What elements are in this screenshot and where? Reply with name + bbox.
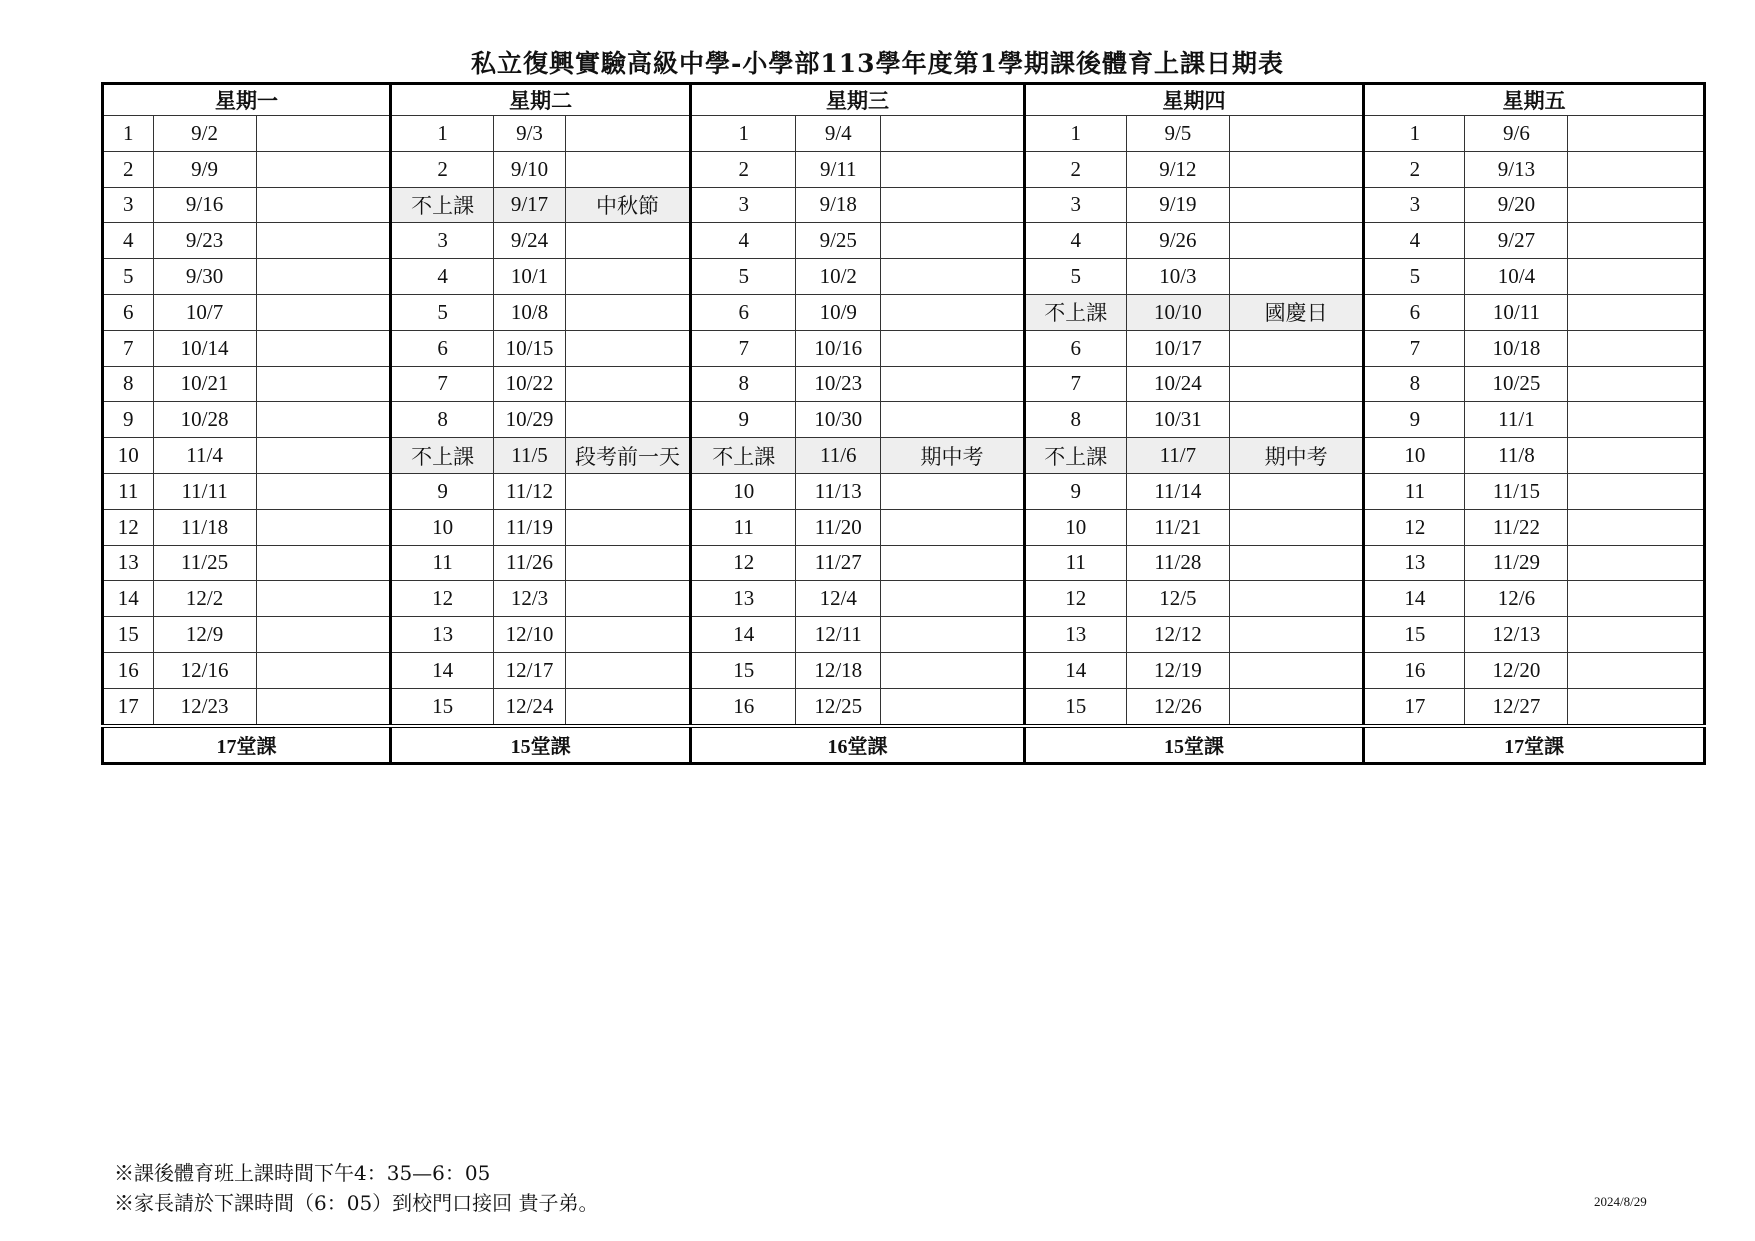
cell-number: 14 — [1364, 581, 1465, 617]
cell-remark — [881, 581, 1025, 617]
cell-number: 12 — [103, 509, 154, 545]
cell-date: 12/24 — [494, 688, 566, 725]
cell-date: 9/19 — [1126, 187, 1229, 223]
cell-date: 10/24 — [1126, 366, 1229, 402]
cell-number: 5 — [103, 259, 154, 295]
cell-remark — [1229, 330, 1363, 366]
cell-date: 9/10 — [494, 151, 566, 187]
cell-number: 13 — [391, 617, 494, 653]
cell-date: 10/21 — [153, 366, 256, 402]
cell-remark — [565, 617, 690, 653]
cell-date: 9/30 — [153, 259, 256, 295]
cell-number: 3 — [1024, 187, 1126, 223]
cell-number: 3 — [391, 223, 494, 259]
schedule-row — [103, 223, 1705, 259]
schedule-row — [103, 509, 1705, 545]
cell-remark — [565, 116, 690, 152]
cell-remark — [881, 187, 1025, 223]
schedule-row — [103, 259, 1705, 295]
cell-number: 15 — [391, 688, 494, 725]
cell-remark — [1229, 151, 1363, 187]
cell-remark — [1568, 294, 1705, 330]
note-pickup: ※家長請於下課時間（6：05）到校門口接回 貴子弟。 — [114, 1191, 599, 1215]
cell-date: 10/28 — [153, 402, 256, 438]
cell-remark — [565, 366, 690, 402]
cell-remark — [256, 294, 390, 330]
cell-date: 11/4 — [153, 438, 256, 474]
cell-number: 10 — [103, 438, 154, 474]
day-header-wed: 星期三 — [691, 84, 1025, 116]
cell-remark — [256, 617, 390, 653]
cell-remark — [565, 688, 690, 725]
cell-number: 1 — [691, 116, 796, 152]
cell-date: 10/11 — [1465, 294, 1568, 330]
cell-date: 9/27 — [1465, 223, 1568, 259]
day-header-mon: 星期一 — [103, 84, 391, 116]
cell-remark — [881, 294, 1025, 330]
cell-number: 15 — [103, 617, 154, 653]
cell-remark — [565, 545, 690, 581]
cell-remark — [256, 330, 390, 366]
cell-remark — [256, 473, 390, 509]
cell-number: 8 — [103, 366, 154, 402]
cell-remark — [1568, 259, 1705, 295]
cell-remark — [256, 223, 390, 259]
day-header-tue: 星期二 — [391, 84, 691, 116]
schedule-row — [103, 366, 1705, 402]
cell-number: 7 — [1364, 330, 1465, 366]
cell-number: 2 — [1364, 151, 1465, 187]
cell-remark — [1229, 223, 1363, 259]
cell-date: 10/4 — [1465, 259, 1568, 295]
cell-date: 10/10 — [1126, 294, 1229, 330]
cell-remark — [565, 509, 690, 545]
cell-remark — [881, 330, 1025, 366]
cell-number: 5 — [391, 294, 494, 330]
cell-number: 10 — [691, 473, 796, 509]
cell-remark — [1229, 402, 1363, 438]
cell-date: 11/19 — [494, 509, 566, 545]
cell-number: 7 — [691, 330, 796, 366]
cell-date: 12/12 — [1126, 617, 1229, 653]
cell-remark — [1568, 187, 1705, 223]
cell-number: 11 — [391, 545, 494, 581]
cell-number: 4 — [1024, 223, 1126, 259]
cell-remark — [565, 294, 690, 330]
cell-date: 11/15 — [1465, 473, 1568, 509]
cell-number: 9 — [391, 473, 494, 509]
cell-remark — [1229, 652, 1363, 688]
cell-date: 9/17 — [494, 187, 566, 223]
cell-remark: 段考前一天 — [565, 438, 690, 474]
cell-remark — [1568, 545, 1705, 581]
cell-date: 10/8 — [494, 294, 566, 330]
cell-number: 9 — [103, 402, 154, 438]
cell-date: 9/26 — [1126, 223, 1229, 259]
cell-date: 10/18 — [1465, 330, 1568, 366]
cell-number: 1 — [103, 116, 154, 152]
cell-number: 8 — [391, 402, 494, 438]
cell-number: 16 — [103, 652, 154, 688]
cell-number: 4 — [391, 259, 494, 295]
cell-remark — [1568, 509, 1705, 545]
total-tue: 15堂課 — [391, 726, 691, 764]
cell-remark — [1568, 402, 1705, 438]
document-title: 私立復興實驗高級中學-小學部113學年度第1學期課後體育上課日期表 — [471, 49, 1284, 78]
cell-number: 不上課 — [1024, 438, 1126, 474]
cell-number: 不上課 — [691, 438, 796, 474]
cell-remark — [1568, 473, 1705, 509]
cell-number: 9 — [1024, 473, 1126, 509]
cell-number: 8 — [691, 366, 796, 402]
cell-date: 12/16 — [153, 652, 256, 688]
cell-remark — [1229, 617, 1363, 653]
cell-number: 17 — [103, 688, 154, 725]
cell-number: 3 — [1364, 187, 1465, 223]
schedule-row — [103, 438, 1705, 474]
cell-remark — [881, 116, 1025, 152]
cell-remark — [256, 187, 390, 223]
cell-date: 9/18 — [796, 187, 881, 223]
cell-number: 5 — [1024, 259, 1126, 295]
cell-date: 11/18 — [153, 509, 256, 545]
cell-date: 11/6 — [796, 438, 881, 474]
cell-date: 10/31 — [1126, 402, 1229, 438]
cell-date: 11/11 — [153, 473, 256, 509]
cell-remark — [256, 688, 390, 725]
total-fri: 17堂課 — [1364, 726, 1705, 764]
cell-date: 10/9 — [796, 294, 881, 330]
cell-remark — [881, 402, 1025, 438]
cell-number: 13 — [691, 581, 796, 617]
total-thu: 15堂課 — [1024, 726, 1364, 764]
cell-remark — [1568, 652, 1705, 688]
cell-remark — [1568, 223, 1705, 259]
cell-date: 12/19 — [1126, 652, 1229, 688]
cell-date: 9/20 — [1465, 187, 1568, 223]
day-header-thu: 星期四 — [1024, 84, 1364, 116]
cell-number: 6 — [391, 330, 494, 366]
cell-number: 6 — [1024, 330, 1126, 366]
cell-number: 11 — [1024, 545, 1126, 581]
cell-number: 10 — [1024, 509, 1126, 545]
schedule-row — [103, 294, 1705, 330]
cell-number: 11 — [1364, 473, 1465, 509]
cell-remark — [1229, 545, 1363, 581]
cell-date: 9/3 — [494, 116, 566, 152]
cell-date: 12/26 — [1126, 688, 1229, 725]
cell-remark — [1229, 509, 1363, 545]
cell-date: 11/20 — [796, 509, 881, 545]
cell-remark — [565, 151, 690, 187]
cell-number: 17 — [1364, 688, 1465, 725]
cell-remark — [256, 438, 390, 474]
cell-remark — [881, 473, 1025, 509]
cell-number: 8 — [1364, 366, 1465, 402]
cell-number: 5 — [691, 259, 796, 295]
totals-row — [103, 726, 1705, 764]
cell-date: 11/28 — [1126, 545, 1229, 581]
schedule-row — [103, 116, 1705, 152]
cell-number: 1 — [1364, 116, 1465, 152]
cell-date: 12/2 — [153, 581, 256, 617]
cell-remark — [881, 688, 1025, 725]
cell-remark: 國慶日 — [1229, 294, 1363, 330]
cell-date: 12/11 — [796, 617, 881, 653]
cell-date: 9/6 — [1465, 116, 1568, 152]
cell-remark — [256, 581, 390, 617]
cell-date: 10/29 — [494, 402, 566, 438]
cell-number: 3 — [691, 187, 796, 223]
cell-date: 11/1 — [1465, 402, 1568, 438]
document-date: 2024/8/29 — [1594, 1194, 1647, 1209]
cell-number: 7 — [391, 366, 494, 402]
cell-number: 14 — [391, 652, 494, 688]
cell-remark — [1229, 116, 1363, 152]
cell-date: 12/23 — [153, 688, 256, 725]
cell-number: 2 — [1024, 151, 1126, 187]
schedule-row — [103, 187, 1705, 223]
cell-number: 12 — [691, 545, 796, 581]
cell-number: 不上課 — [391, 187, 494, 223]
cell-number: 7 — [1024, 366, 1126, 402]
cell-number: 16 — [691, 688, 796, 725]
cell-date: 9/9 — [153, 151, 256, 187]
cell-date: 11/27 — [796, 545, 881, 581]
note-class-time: ※課後體育班上課時間下午4：35—6：05 — [114, 1161, 491, 1185]
cell-number: 7 — [103, 330, 154, 366]
cell-number: 3 — [103, 187, 154, 223]
cell-date: 11/21 — [1126, 509, 1229, 545]
cell-remark — [1568, 438, 1705, 474]
cell-number: 9 — [691, 402, 796, 438]
cell-remark — [256, 652, 390, 688]
cell-date: 10/1 — [494, 259, 566, 295]
cell-date: 11/26 — [494, 545, 566, 581]
cell-date: 10/23 — [796, 366, 881, 402]
cell-number: 9 — [1364, 402, 1465, 438]
cell-number: 2 — [103, 151, 154, 187]
cell-number: 14 — [103, 581, 154, 617]
cell-remark — [881, 509, 1025, 545]
cell-number: 1 — [391, 116, 494, 152]
cell-remark — [881, 617, 1025, 653]
cell-date: 10/30 — [796, 402, 881, 438]
cell-number: 4 — [691, 223, 796, 259]
cell-remark — [1568, 688, 1705, 725]
cell-remark — [881, 151, 1025, 187]
cell-date: 11/29 — [1465, 545, 1568, 581]
schedule-row — [103, 473, 1705, 509]
cell-number: 4 — [103, 223, 154, 259]
cell-date: 9/16 — [153, 187, 256, 223]
cell-remark — [881, 366, 1025, 402]
cell-date: 11/7 — [1126, 438, 1229, 474]
cell-date: 12/10 — [494, 617, 566, 653]
cell-date: 11/25 — [153, 545, 256, 581]
cell-number: 13 — [103, 545, 154, 581]
cell-date: 12/27 — [1465, 688, 1568, 725]
cell-number: 11 — [691, 509, 796, 545]
cell-date: 10/3 — [1126, 259, 1229, 295]
cell-date: 9/4 — [796, 116, 881, 152]
cell-number: 4 — [1364, 223, 1465, 259]
cell-remark — [256, 509, 390, 545]
cell-number: 13 — [1024, 617, 1126, 653]
cell-remark: 中秋節 — [565, 187, 690, 223]
schedule-row — [103, 330, 1705, 366]
cell-number: 12 — [391, 581, 494, 617]
total-wed: 16堂課 — [691, 726, 1025, 764]
cell-remark: 期中考 — [881, 438, 1025, 474]
cell-number: 8 — [1024, 402, 1126, 438]
cell-remark — [565, 581, 690, 617]
cell-date: 12/4 — [796, 581, 881, 617]
cell-remark — [1229, 473, 1363, 509]
cell-date: 11/13 — [796, 473, 881, 509]
cell-date: 12/9 — [153, 617, 256, 653]
schedule-table — [101, 82, 1706, 765]
cell-date: 9/5 — [1126, 116, 1229, 152]
cell-number: 15 — [1024, 688, 1126, 725]
cell-date: 12/25 — [796, 688, 881, 725]
cell-date: 9/24 — [494, 223, 566, 259]
cell-remark — [565, 402, 690, 438]
cell-number: 2 — [391, 151, 494, 187]
schedule-row — [103, 617, 1705, 653]
total-mon: 17堂課 — [103, 726, 391, 764]
cell-date: 12/3 — [494, 581, 566, 617]
cell-remark — [1568, 366, 1705, 402]
cell-number: 5 — [1364, 259, 1465, 295]
cell-remark — [256, 366, 390, 402]
cell-number: 6 — [1364, 294, 1465, 330]
cell-date: 11/5 — [494, 438, 566, 474]
cell-remark — [1568, 330, 1705, 366]
cell-number: 不上課 — [391, 438, 494, 474]
cell-date: 9/23 — [153, 223, 256, 259]
cell-date: 10/14 — [153, 330, 256, 366]
cell-remark — [256, 116, 390, 152]
cell-date: 12/5 — [1126, 581, 1229, 617]
cell-number: 11 — [103, 473, 154, 509]
cell-number: 10 — [1364, 438, 1465, 474]
cell-remark — [1568, 617, 1705, 653]
cell-remark — [881, 223, 1025, 259]
cell-number: 15 — [1364, 617, 1465, 653]
schedule-row — [103, 581, 1705, 617]
cell-date: 12/13 — [1465, 617, 1568, 653]
cell-remark — [1229, 688, 1363, 725]
cell-number: 13 — [1364, 545, 1465, 581]
cell-date: 9/13 — [1465, 151, 1568, 187]
cell-number: 14 — [691, 617, 796, 653]
cell-number: 不上課 — [1024, 294, 1126, 330]
cell-number: 6 — [691, 294, 796, 330]
cell-date: 11/14 — [1126, 473, 1229, 509]
cell-number: 2 — [691, 151, 796, 187]
cell-date: 10/17 — [1126, 330, 1229, 366]
cell-remark — [1568, 116, 1705, 152]
cell-date: 11/12 — [494, 473, 566, 509]
cell-date: 12/20 — [1465, 652, 1568, 688]
cell-date: 9/11 — [796, 151, 881, 187]
cell-date: 11/22 — [1465, 509, 1568, 545]
cell-remark: 期中考 — [1229, 438, 1363, 474]
schedule-row — [103, 688, 1705, 725]
cell-remark — [565, 223, 690, 259]
schedule-row — [103, 402, 1705, 438]
cell-remark — [1229, 259, 1363, 295]
cell-number: 15 — [691, 652, 796, 688]
cell-number: 10 — [391, 509, 494, 545]
cell-remark — [256, 259, 390, 295]
cell-remark — [1229, 581, 1363, 617]
cell-remark — [565, 259, 690, 295]
cell-remark — [881, 545, 1025, 581]
cell-remark — [256, 402, 390, 438]
cell-date: 10/16 — [796, 330, 881, 366]
cell-date: 9/2 — [153, 116, 256, 152]
cell-date: 12/6 — [1465, 581, 1568, 617]
cell-date: 10/15 — [494, 330, 566, 366]
cell-number: 12 — [1364, 509, 1465, 545]
cell-remark — [1229, 366, 1363, 402]
cell-date: 10/22 — [494, 366, 566, 402]
schedule-row — [103, 652, 1705, 688]
cell-number: 14 — [1024, 652, 1126, 688]
cell-date: 10/7 — [153, 294, 256, 330]
schedule-row — [103, 545, 1705, 581]
cell-remark — [565, 330, 690, 366]
cell-number: 16 — [1364, 652, 1465, 688]
schedule-row — [103, 151, 1705, 187]
cell-remark — [565, 473, 690, 509]
cell-number: 1 — [1024, 116, 1126, 152]
cell-number: 12 — [1024, 581, 1126, 617]
cell-date: 11/8 — [1465, 438, 1568, 474]
cell-date: 9/12 — [1126, 151, 1229, 187]
day-header-fri: 星期五 — [1364, 84, 1705, 116]
cell-remark — [1568, 151, 1705, 187]
cell-number: 6 — [103, 294, 154, 330]
cell-remark — [565, 652, 690, 688]
cell-remark — [1229, 187, 1363, 223]
cell-remark — [256, 151, 390, 187]
cell-remark — [1568, 581, 1705, 617]
header-row — [103, 84, 1705, 116]
cell-remark — [881, 259, 1025, 295]
cell-date: 10/2 — [796, 259, 881, 295]
cell-date: 12/17 — [494, 652, 566, 688]
cell-date: 9/25 — [796, 223, 881, 259]
cell-remark — [256, 545, 390, 581]
cell-remark — [881, 652, 1025, 688]
cell-date: 12/18 — [796, 652, 881, 688]
cell-date: 10/25 — [1465, 366, 1568, 402]
